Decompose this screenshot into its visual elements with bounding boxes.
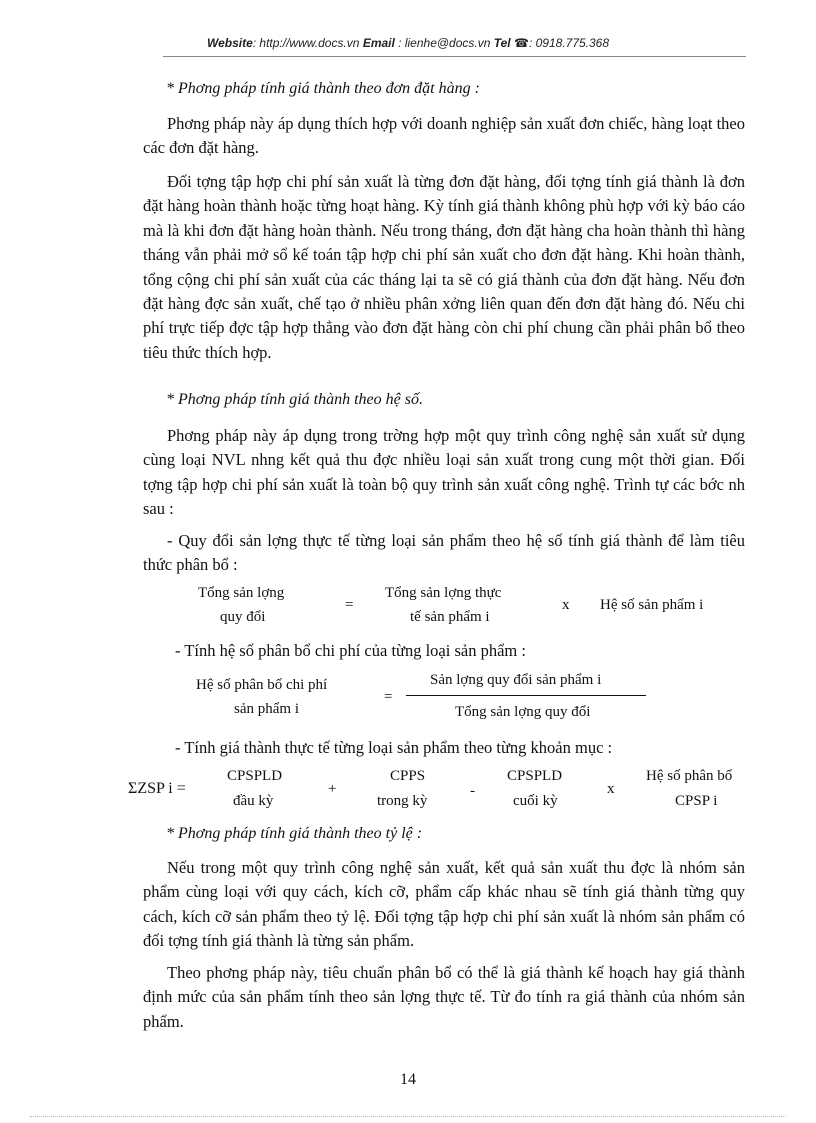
formula1-mid-top: Tổng sản lợng thực xyxy=(385,585,502,601)
email-label: Email xyxy=(362,36,395,50)
header-rule xyxy=(163,56,746,57)
paragraph-1: Phơng pháp này áp dụng thích hợp với doanh nghiệp sản xuất đơn chiếc, hàng loạt theo các đơn đặt hàng. xyxy=(143,114,745,158)
formula3-d-top: Hệ số phân bổ xyxy=(646,768,733,784)
formula2-equals: = xyxy=(384,689,393,705)
formula3-lhs: ΣZSP i = xyxy=(128,780,186,797)
formula2-left-top: Hệ số phân bổ chi phí xyxy=(196,677,328,693)
tel-label: Tel xyxy=(493,36,511,50)
formula3-minus: - xyxy=(470,783,475,799)
formula2-fraction-bar xyxy=(406,695,646,696)
formula1-right: Hệ số sản phẩm i xyxy=(600,597,704,613)
formula3-b-top: CPPS xyxy=(390,768,426,784)
formula1-mid-bottom: tế sản phẩm i xyxy=(410,609,490,625)
paragraph-5: - Tính hệ số phân bổ chi phí của từng loại sản phẩm : xyxy=(175,641,526,660)
formula3-b-bottom: trong kỳ xyxy=(377,793,428,809)
page-header xyxy=(0,36,816,50)
formula3-c-top: CPSPLD xyxy=(507,768,563,784)
section-heading-order: * Phơng pháp tính giá thành theo đơn đặt hàng : xyxy=(166,80,480,97)
paragraph-7: Nếu trong một quy trình công nghệ sản xuất, kết quả sản xuất thu đợc là nhóm sản phẩm cùng loại với quy cách, kích cỡ, phẩm cấp khác nhau sẽ tính giá thành từng quy cách, kích cỡ sản phẩm theo tỷ lệ. Đối tợng tập hợp chi phí sản xuất là nhóm sản phẩm có đối tợng tính giá thành là từng sản phẩm. xyxy=(143,858,745,951)
tel-value: : 0918.775.368 xyxy=(528,36,610,50)
section-heading-coefficient: * Phơng pháp tính giá thành theo hệ số. xyxy=(166,391,423,408)
formula1-left-bottom: quy đổi xyxy=(220,609,266,625)
paragraph-2: Đối tợng tập hợp chi phí sản xuất là từng đơn đặt hàng, đối tợng tính giá thành là đơn đặt hàng hoàn thành hoặc từng hoạt hàng. Kỳ tính giá thành không phù hợp với kỳ báo cáo mà là khi đơn đặt hàng hoàn thành. Nếu trong tháng, đơn đặt hàng cha hoàn thành thì hàng tháng vẫn phải mở sổ kế toán tập hợp chi phí sản xuất cho đơn đặt hàng. Khi hoàn thành, tổng cộng chi phí sản xuất của các tháng lại ta sẽ có giá thành của đơn đặt hàng. Nếu đơn đặt hàng đợc sản xuất, chế tạo ở nhiều phân xởng liên quan đến đơn đặt hàng đó. Nếu chi phí trực tiếp đợc tập hợp thẳng vào đơn đặt hàng còn chi phí chung cần phải phân bổ theo tiêu thức thích hợp. xyxy=(143,172,745,362)
paragraph-6: - Tính giá thành thực tế từng loại sản phẩm theo từng khoản mục : xyxy=(175,738,613,757)
paragraph-8: Theo phơng pháp này, tiêu chuẩn phân bổ có thể là giá thành kế hoạch hay giá thành định mức của sản phẩm tính theo sản lợng thực tế. Từ đo tính ra giá thành của nhóm sản phẩm. xyxy=(143,963,745,1031)
email-value: : lienhe@docs.vn xyxy=(398,36,491,50)
formula3-a-top: CPSPLD xyxy=(227,768,283,784)
formula1-left-top: Tổng sản lợng xyxy=(198,585,285,601)
formula2-numerator: Sản lợng quy đổi sản phẩm i xyxy=(430,672,602,688)
formula1-times: x xyxy=(562,597,570,613)
paragraph-3: Phơng pháp này áp dụng trong trờng hợp một quy trình công nghệ sản xuất sử dụng cùng loại NVL nhng kết quả thu đợc nhiều loại sản xuất trong cung một thời gian. Đối tợng tập hợp chi phí sản xuất là toàn bộ quy trình sản xuất công nghệ. Trình tự các bớc nh sau : xyxy=(143,426,745,519)
page-number: 14 xyxy=(400,1071,416,1088)
website-value: : http://www.docs.vn xyxy=(252,36,360,50)
formula3-times: x xyxy=(607,781,615,797)
footer-rule xyxy=(30,1116,786,1117)
formula3-a-bottom: đầu kỳ xyxy=(233,793,274,809)
formula3-plus: + xyxy=(328,781,337,797)
formula2-denominator: Tổng sản lợng quy đổi xyxy=(455,704,591,720)
section-heading-ratio: * Phơng pháp tính giá thành theo tỷ lệ : xyxy=(166,825,423,842)
formula3-d-bottom: CPSP i xyxy=(675,793,718,809)
website-label: Website xyxy=(206,36,253,50)
formula1-equals: = xyxy=(345,597,354,613)
formula2-left-bottom: sản phẩm i xyxy=(234,701,299,717)
formula3-c-bottom: cuối kỳ xyxy=(513,793,558,809)
paragraph-4: - Quy đổi sản lợng thực tế từng loại sản phẩm theo hệ số tính giá thành để làm tiêu thức phân bổ : xyxy=(143,531,745,575)
phone-icon: ☎ xyxy=(514,36,529,50)
